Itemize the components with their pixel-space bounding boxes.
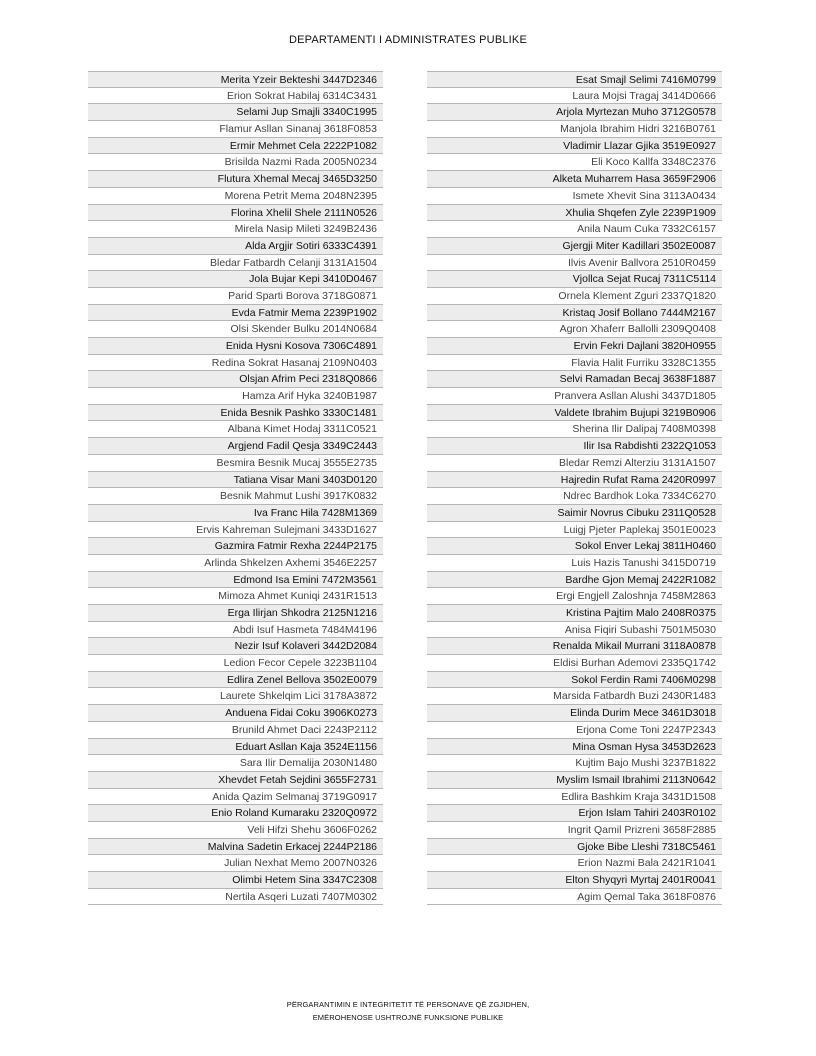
list-item: Enida Hysni Kosova 7306C4891	[88, 338, 383, 355]
list-item: Edlira Zenel Bellova 3502E0079	[88, 672, 383, 689]
list-item: Mina Osman Hysa 3453D2623	[427, 739, 722, 756]
list-item: Ismete Xhevit Sina 3113A0434	[427, 188, 722, 205]
list-item: Saimir Novrus Cibuku 2311Q0528	[427, 505, 722, 522]
list-item: Luis Hazis Tanushi 3415D0719	[427, 555, 722, 572]
list-item: Julian Nexhat Memo 2007N0326	[88, 855, 383, 872]
list-item: Olsjan Afrim Peci 2318Q0866	[88, 371, 383, 388]
list-item: Enio Roland Kumaraku 2320Q0972	[88, 805, 383, 822]
list-item: Laura Mojsi Tragaj 3414D0666	[427, 88, 722, 105]
list-item: Evda Fatmir Mema 2239P1902	[88, 305, 383, 322]
list-item: Marsida Fatbardh Buzi 2430R1483	[427, 688, 722, 705]
list-item: Brunild Ahmet Daci 2243P2112	[88, 722, 383, 739]
list-item: Flamur Asllan Sinanaj 3618F0853	[88, 121, 383, 138]
list-item: Elton Shyqyri Myrtaj 2401R0041	[427, 872, 722, 889]
list-item: Kujtim Bajo Mushi 3237B1822	[427, 755, 722, 772]
list-item: Esat Smajl Selimi 7416M0799	[427, 71, 722, 88]
list-item: Anisa Fiqiri Subashi 7501M5030	[427, 622, 722, 639]
list-item: Agim Qemal Taka 3618F0876	[427, 889, 722, 906]
list-item: Mimoza Ahmet Kuniqi 2431R1513	[88, 588, 383, 605]
page-title: DEPARTAMENTI I ADMINISTRATES PUBLIKE	[288, 34, 528, 46]
list-item: Bledar Remzi Alterziu 3131A1507	[427, 455, 722, 472]
list-item: Selami Jup Smajli 3340C1995	[88, 104, 383, 121]
list-item: Abdi Isuf Hasmeta 7484M4196	[88, 622, 383, 639]
list-item: Anida Qazim Selmanaj 3719G0917	[88, 789, 383, 806]
list-item: Albana Kimet Hodaj 3311C0521	[88, 421, 383, 438]
list-item: Luigj Pjeter Paplekaj 3501E0023	[427, 522, 722, 539]
list-item: Anduena Fidai Coku 3906K0273	[88, 705, 383, 722]
list-item: Edmond Isa Emini 7472M3561	[88, 572, 383, 589]
list-item: Eli Koco Kallfa 3348C2376	[427, 154, 722, 171]
list-item: Veli Hifzi Shehu 3606F0262	[88, 822, 383, 839]
list-item: Bardhe Gjon Memaj 2422R1082	[427, 572, 722, 589]
list-item: Flutura Xhemal Mecaj 3465D3250	[88, 171, 383, 188]
list-item: Erjon Islam Tahiri 2403R0102	[427, 805, 722, 822]
list-item: Ervin Fekri Dajlani 3820H0955	[427, 338, 722, 355]
list-item: Vladimir Llazar Gjika 3519E0927	[427, 138, 722, 155]
list-item: Morena Petrit Mema 2048N2395	[88, 188, 383, 205]
list-item: Hajredin Rufat Rama 2420R0997	[427, 472, 722, 489]
list-item: Alda Argjir Sotiri 6333C4391	[88, 238, 383, 255]
list-item: Ingrit Qamil Prizreni 3658F2885	[427, 822, 722, 839]
list-item: Iva Franc Hila 7428M1369	[88, 505, 383, 522]
list-item: Erga Ilirjan Shkodra 2125N1216	[88, 605, 383, 622]
list-item: Ndrec Bardhok Loka 7334C6270	[427, 488, 722, 505]
list-item: Selvi Ramadan Becaj 3638F1887	[427, 371, 722, 388]
list-item: Alketa Muharrem Hasa 3659F2906	[427, 171, 722, 188]
list-item: Besnik Mahmut Lushi 3917K0832	[88, 488, 383, 505]
list-item: Gazmira Fatmir Rexha 2244P2175	[88, 538, 383, 555]
footer-line-2: EMËROHENOSE USHTROJNË FUNKSIONE PUBLIKE	[312, 1013, 504, 1022]
list-item: Sokol Ferdin Rami 7406M0298	[427, 672, 722, 689]
list-item: Sara Ilir Demalija 2030N1480	[88, 755, 383, 772]
list-item: Pranvera Asllan Alushi 3437D1805	[427, 388, 722, 405]
list-item: Erion Sokrat Habilaj 6314C3431	[88, 88, 383, 105]
page-footer	[0, 998, 816, 1024]
list-item: Mirela Nasip Mileti 3249B2436	[88, 221, 383, 238]
list-item: Sherina Ilir Dalipaj 7408M0398	[427, 421, 722, 438]
list-item: Kristina Pajtim Malo 2408R0375	[427, 605, 722, 622]
list-item: Olimbi Hetem Sina 3347C2308	[88, 872, 383, 889]
list-item: Sokol Enver Lekaj 3811H0460	[427, 538, 722, 555]
list-item: Eduart Asllan Kaja 3524E1156	[88, 739, 383, 756]
list-item: Nertila Asqeri Luzati 7407M0302	[88, 889, 383, 906]
list-item: Erion Nazmi Bala 2421R1041	[427, 855, 722, 872]
list-item: Renalda Mikail Murrani 3118A0878	[427, 638, 722, 655]
footer-line-1: PËRGARANTIMIN E INTEGRITETIT TË PERSONAVE QË ZGJIDHEN,	[286, 1000, 530, 1009]
list-item: Xhevdet Fetah Sejdini 3655F2731	[88, 772, 383, 789]
list-item: Gjoke Bibe Lleshi 7318C5461	[427, 839, 722, 856]
list-item: Tatiana Visar Mani 3403D0120	[88, 472, 383, 489]
list-item: Flavia Halit Furriku 3328C1355	[427, 355, 722, 372]
list-item: Arlinda Shkelzen Axhemi 3546E2257	[88, 555, 383, 572]
list-item: Kristaq Josif Bollano 7444M2167	[427, 305, 722, 322]
list-item: Malvina Sadetin Erkacej 2244P2186	[88, 839, 383, 856]
list-item: Nezir Isuf Kolaveri 3442D2084	[88, 638, 383, 655]
list-item: Brisilda Nazmi Rada 2005N0234	[88, 154, 383, 171]
list-item: Ornela Klement Zguri 2337Q1820	[427, 288, 722, 305]
list-item: Merita Yzeir Bekteshi 3447D2346	[88, 71, 383, 88]
list-item: Florina Xhelil Shele 2111N0526	[88, 205, 383, 222]
list-item: Enida Besnik Pashko 3330C1481	[88, 405, 383, 422]
list-item: Myslim Ismail Ibrahimi 2113N0642	[427, 772, 722, 789]
list-item: Olsi Skender Bulku 2014N0684	[88, 321, 383, 338]
list-item: Bledar Fatbardh Celanji 3131A1504	[88, 255, 383, 272]
list-item: Agron Xhaferr Ballolli 2309Q0408	[427, 321, 722, 338]
left-name-column	[88, 71, 383, 905]
list-item: Ergi Engjell Zaloshnja 7458M2863	[427, 588, 722, 605]
list-item: Ledion Fecor Cepele 3223B1104	[88, 655, 383, 672]
list-item: Ervis Kahreman Sulejmani 3433D1627	[88, 522, 383, 539]
list-item: Edlira Bashkim Kraja 3431D1508	[427, 789, 722, 806]
list-item: Xhulia Shqefen Zyle 2239P1909	[427, 205, 722, 222]
list-item: Jola Bujar Kepi 3410D0467	[88, 271, 383, 288]
list-item: Argjend Fadil Qesja 3349C2443	[88, 438, 383, 455]
list-item: Vjollca Sejat Rucaj 7311C5114	[427, 271, 722, 288]
list-item: Besmira Besnik Mucaj 3555E2735	[88, 455, 383, 472]
list-item: Laurete Shkelqim Lici 3178A3872	[88, 688, 383, 705]
right-name-column	[427, 71, 722, 905]
list-item: Redina Sokrat Hasanaj 2109N0403	[88, 355, 383, 372]
list-item: Gjergji Miter Kadillari 3502E0087	[427, 238, 722, 255]
list-item: Arjola Myrtezan Muho 3712G0578	[427, 104, 722, 121]
list-item: Manjola Ibrahim Hidri 3216B0761	[427, 121, 722, 138]
list-item: Erjona Come Toni 2247P2343	[427, 722, 722, 739]
list-item: Anila Naum Cuka 7332C6157	[427, 221, 722, 238]
list-item: Parid Sparti Borova 3718G0871	[88, 288, 383, 305]
list-item: Hamza Arif Hyka 3240B1987	[88, 388, 383, 405]
list-item: Ilvis Avenir Ballvora 2510R0459	[427, 255, 722, 272]
list-item: Ermir Mehmet Cela 2222P1082	[88, 138, 383, 155]
list-item: Elinda Durim Mece 3461D3018	[427, 705, 722, 722]
list-item: Eldisi Burhan Ademovi 2335Q1742	[427, 655, 722, 672]
list-item: Ilir Isa Rabdishti 2322Q1053	[427, 438, 722, 455]
list-item: Valdete Ibrahim Bujupi 3219B0906	[427, 405, 722, 422]
